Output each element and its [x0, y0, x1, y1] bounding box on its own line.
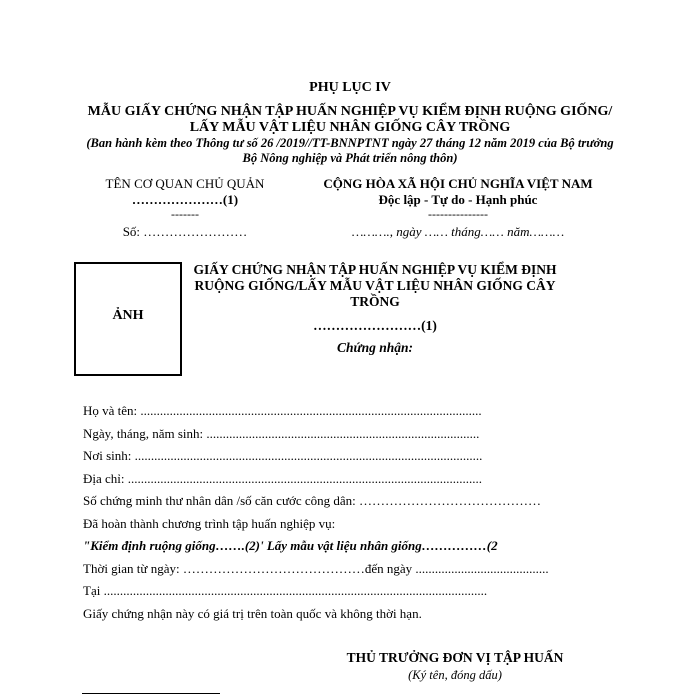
agency-divider: ------- [171, 207, 199, 221]
photo-box [74, 262, 182, 376]
certifies-label: Chứng nhận: [336, 340, 413, 355]
date-line: ………., ngày …… tháng…… năm……… [351, 224, 565, 239]
nation-title: CỘNG HÒA XÃ HỘI CHỦ NGHĨA VIỆT NAM [323, 176, 593, 191]
id-number-field: Số chứng minh thư nhân dân /số căn cước công dân: …………………………………… [83, 493, 542, 508]
training-period-field: Thời gian từ ngày: ……………………………………đến ngày ......................................... [83, 561, 549, 576]
birth-date-field: Ngày, tháng, năm sinh: .................................................................................... [83, 426, 480, 441]
appendix-title: PHỤ LỤC IV [309, 80, 391, 95]
footnote-divider [82, 693, 220, 694]
form-title: MẪU GIẤY CHỨNG NHẬN TẬP HUẤN NGHIỆP VỤ KIỂM ĐỊNH RUỘNG GIỐNG/ LẤY MẪU VẬT LIỆU NHÂN GIỐNG CÂY TRỒNG [87, 104, 613, 135]
validity-statement: Giấy chứng nhận này có giá trị trên toàn quốc và không thời hạn. [83, 606, 422, 621]
full-name-field: Họ và tên: ......................................................................................................... [83, 403, 482, 418]
certificate-title: GIẤY CHỨNG NHẬN TẬP HUẤN NGHIỆP VỤ KIỂM ĐỊNH RUỘNG GIỐNG/LẤY MẪU VẬT LIỆU NHÂN GIỐNG CÂY TRỒNG [193, 262, 557, 309]
nation-divider: --------------- [428, 207, 488, 221]
training-location-field: Tại ...................................................................................................................... [83, 583, 488, 598]
issued-by-note: (Ban hành kèm theo Thông tư số 26 /2019//TT-BNNPTNT ngày 27 tháng 12 năm 2019 của Bộ trưởng Bộ Nông nghiệp và Phát triển nông thôn) [86, 136, 614, 165]
signer-title: THỦ TRƯỞNG ĐƠN VỊ TẬP HUẤN [346, 650, 564, 665]
signer-note: (Ký tên, đóng dấu) [408, 668, 502, 682]
photo-label: ẢNH [112, 308, 144, 323]
birth-place-field: Nơi sinh: ........................................................................................................... [83, 448, 483, 463]
address-field: Địa chỉ: ............................................................................................................. [83, 471, 483, 486]
completed-program-label: Đã hoàn thành chương trình tập huấn nghiệp vụ: [83, 516, 336, 531]
agency-label: TÊN CƠ QUAN CHỦ QUẢN [105, 176, 265, 191]
program-name-line: "Kiểm định ruộng giống…….(2)' Lấy mẫu vật liệu nhân giống……………(2 [83, 538, 498, 553]
issuer-line: ……………………(1) [313, 318, 437, 333]
nation-motto: Độc lập - Tự do - Hạnh phúc [378, 192, 538, 207]
document-number: Số: …………………… [122, 224, 248, 239]
agency-name-line: …………………(1) [131, 192, 239, 207]
